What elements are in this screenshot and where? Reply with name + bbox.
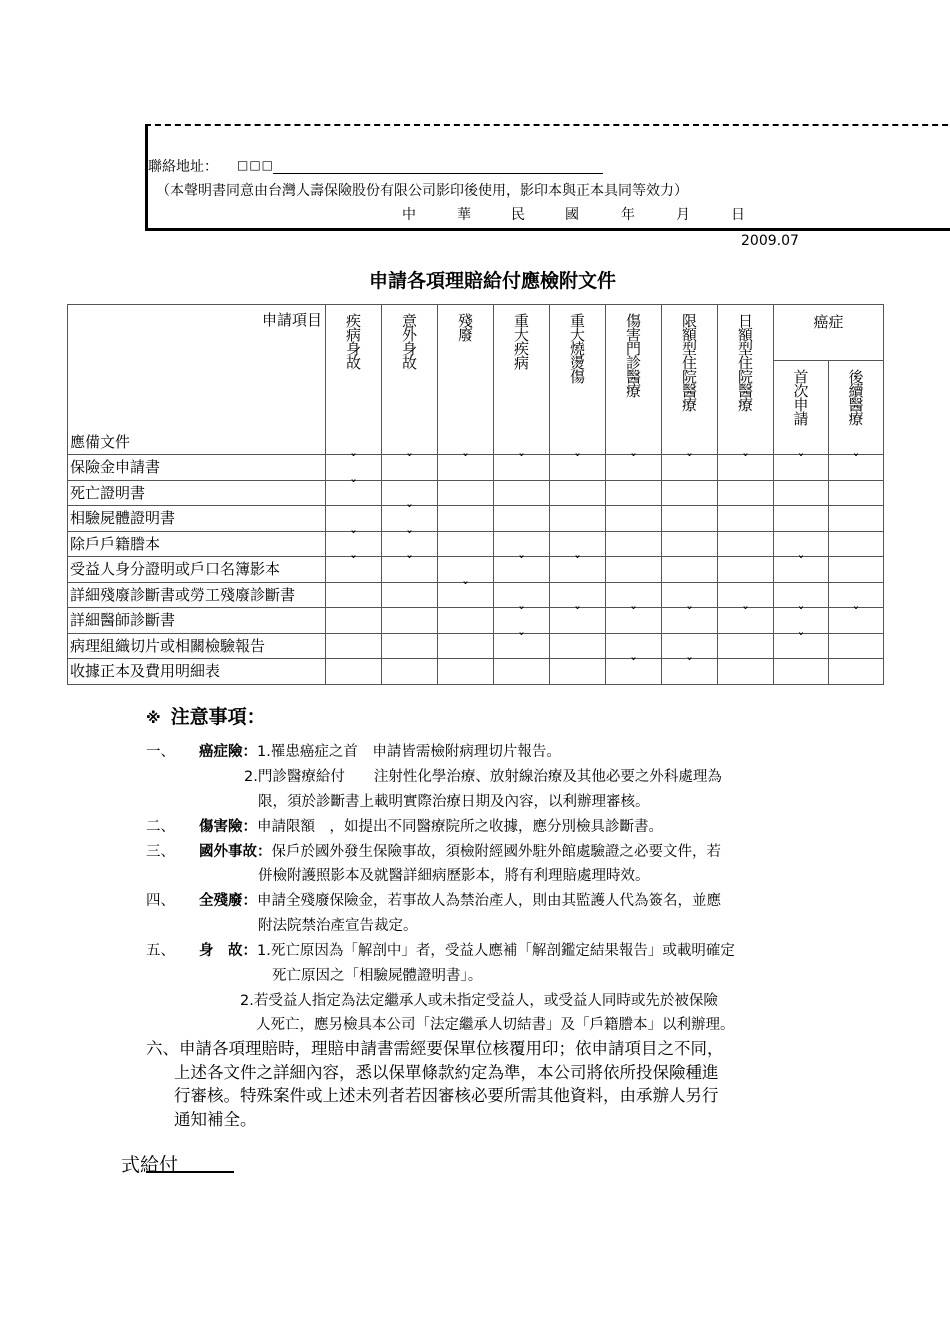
empty-cell bbox=[494, 659, 550, 685]
empty-cell bbox=[606, 582, 662, 608]
empty-cell bbox=[494, 582, 550, 608]
empty-cell bbox=[606, 480, 662, 506]
empty-cell bbox=[829, 531, 884, 557]
check-mark-cell: ˇ bbox=[326, 557, 382, 583]
empty-cell bbox=[382, 480, 438, 506]
check-mark-cell: ˇ bbox=[662, 455, 718, 481]
date-char: 國 bbox=[565, 207, 579, 223]
note-six-line: 上述各文件之詳細內容，悉以保單條款約定為準，本公司將依所投保險種進 bbox=[174, 1062, 719, 1082]
check-mark-cell: ˇ bbox=[774, 608, 829, 634]
empty-cell bbox=[382, 582, 438, 608]
empty-cell bbox=[494, 506, 550, 532]
empty-cell bbox=[718, 531, 774, 557]
empty-cell bbox=[550, 506, 606, 532]
empty-cell bbox=[550, 582, 606, 608]
requirements-table bbox=[67, 304, 884, 685]
empty-cell bbox=[438, 557, 494, 583]
empty-cell bbox=[438, 531, 494, 557]
table-row bbox=[68, 582, 884, 608]
check-mark-cell: ˇ bbox=[606, 608, 662, 634]
note-item-six bbox=[146, 1037, 816, 1131]
check-mark-cell: ˇ bbox=[606, 455, 662, 481]
note-item: 併檢附護照影本及就醫詳細病歷影本，將有利理賠處理時效。 bbox=[258, 868, 650, 884]
check-mark-cell: ˇ bbox=[718, 455, 774, 481]
form-version: 2009.07 bbox=[741, 233, 799, 249]
check-mark-cell: ˇ bbox=[774, 455, 829, 481]
empty-cell bbox=[326, 608, 382, 634]
table-row bbox=[68, 480, 884, 506]
row-label: 受益人身分證明或戶口名簿影本 bbox=[68, 557, 326, 583]
check-mark-cell: ˇ bbox=[829, 608, 884, 634]
check-mark-cell: ˇ bbox=[326, 531, 382, 557]
empty-cell bbox=[326, 582, 382, 608]
table-row bbox=[68, 557, 884, 583]
check-mark-cell: ˇ bbox=[550, 455, 606, 481]
empty-cell bbox=[718, 659, 774, 685]
row-label: 詳細醫師診斷書 bbox=[68, 608, 326, 634]
empty-cell bbox=[829, 506, 884, 532]
note-item: 人死亡，應另檢具本公司「法定繼承人切結書」及「戶籍謄本」以利辦理。 bbox=[256, 1017, 735, 1033]
check-mark-cell: ˇ bbox=[718, 608, 774, 634]
empty-cell bbox=[662, 557, 718, 583]
reference-mark-icon: ※ bbox=[146, 709, 161, 727]
check-mark-cell: ˇ bbox=[382, 531, 438, 557]
column-header: 重大疾病 bbox=[494, 305, 550, 455]
date-char: 日 bbox=[731, 207, 745, 223]
empty-cell bbox=[718, 633, 774, 659]
empty-cell bbox=[662, 582, 718, 608]
column-header: 限額型住院醫療 bbox=[662, 305, 718, 455]
empty-cell bbox=[774, 582, 829, 608]
cancer-group-header: 癌症 bbox=[774, 305, 884, 361]
corner-item-label: 申請項目 bbox=[261, 311, 322, 329]
date-char: 華 bbox=[457, 207, 471, 223]
note-item: 2.門診醫療給付 注射性化學治療、放射線治療及其他必要之外科處理為 bbox=[244, 769, 722, 785]
empty-cell bbox=[494, 531, 550, 557]
check-mark-cell: ˇ bbox=[438, 455, 494, 481]
declaration-note: （本聲明書同意由台灣人壽保險股份有限公司影印後使用，影印本與正本具同等效力） bbox=[156, 183, 688, 199]
empty-cell bbox=[326, 506, 382, 532]
check-mark-cell: ˇ bbox=[382, 455, 438, 481]
contact-address-line bbox=[273, 173, 603, 174]
check-mark-cell: ˇ bbox=[662, 659, 718, 685]
column-header: 意外身故 bbox=[382, 305, 438, 455]
date-char: 月 bbox=[676, 207, 690, 223]
check-mark-cell: ˇ bbox=[494, 455, 550, 481]
check-mark-cell: ˇ bbox=[494, 633, 550, 659]
empty-cell bbox=[382, 608, 438, 634]
column-header: 後續醫療 bbox=[829, 361, 884, 455]
note-item: 限，須於診斷書上載明實際治療日期及內容，以利辦理審核。 bbox=[258, 794, 650, 810]
note-six-line: 行審核。特殊案件或上述未列者若因審核必要所需其他資料，由承辦人另行 bbox=[174, 1086, 719, 1105]
empty-cell bbox=[438, 480, 494, 506]
table-row bbox=[68, 608, 884, 634]
contact-address-value: □□□ bbox=[237, 158, 275, 172]
table-row bbox=[68, 455, 884, 481]
empty-cell bbox=[606, 506, 662, 532]
row-label: 相驗屍體證明書 bbox=[68, 506, 326, 532]
note-six-line: 通知補全。 bbox=[174, 1109, 257, 1129]
row-label: 收據正本及費用明細表 bbox=[68, 659, 326, 685]
empty-cell bbox=[606, 557, 662, 583]
check-mark-cell: ˇ bbox=[662, 608, 718, 634]
column-header: 殘廢 bbox=[438, 305, 494, 455]
row-label: 死亡證明書 bbox=[68, 480, 326, 506]
column-header: 重大燒燙傷 bbox=[550, 305, 606, 455]
empty-cell bbox=[606, 633, 662, 659]
empty-cell bbox=[829, 557, 884, 583]
check-mark-cell: ˇ bbox=[606, 659, 662, 685]
empty-cell bbox=[550, 633, 606, 659]
check-mark-cell: ˇ bbox=[774, 633, 829, 659]
note-item: 一、 癌症險：1.罹患癌症之首 申請皆需檢附病理切片報告。 bbox=[146, 744, 561, 760]
empty-cell bbox=[550, 659, 606, 685]
table-row bbox=[68, 506, 884, 532]
notes-title: ※ 注意事項： bbox=[146, 706, 266, 728]
check-mark-cell: ˇ bbox=[326, 455, 382, 481]
empty-cell bbox=[774, 659, 829, 685]
empty-cell bbox=[438, 608, 494, 634]
row-label: 除戶戶籍謄本 bbox=[68, 531, 326, 557]
empty-cell bbox=[774, 506, 829, 532]
note-item: 四、 全殘廢：申請全殘廢保險金，若事故人為禁治產人，則由其監護人代為簽名，並應 bbox=[146, 893, 721, 909]
empty-cell bbox=[774, 531, 829, 557]
empty-cell bbox=[326, 659, 382, 685]
row-label: 保險金申請書 bbox=[68, 455, 326, 481]
column-header: 疾病身故 bbox=[326, 305, 382, 455]
footer-underline bbox=[146, 1171, 234, 1173]
empty-cell bbox=[774, 480, 829, 506]
empty-cell bbox=[662, 506, 718, 532]
empty-cell bbox=[382, 633, 438, 659]
date-row bbox=[402, 204, 751, 224]
empty-cell bbox=[382, 659, 438, 685]
empty-cell bbox=[829, 633, 884, 659]
empty-cell bbox=[550, 480, 606, 506]
check-mark-cell: ˇ bbox=[550, 608, 606, 634]
empty-cell bbox=[438, 659, 494, 685]
date-char: 年 bbox=[621, 207, 635, 223]
check-mark-cell: ˇ bbox=[494, 608, 550, 634]
date-char: 民 bbox=[511, 207, 525, 223]
check-mark-cell: ˇ bbox=[326, 480, 382, 506]
check-mark-cell: ˇ bbox=[494, 557, 550, 583]
contact-address-label: 聯絡地址： bbox=[148, 159, 218, 175]
row-label: 病理組織切片或相關檢驗報告 bbox=[68, 633, 326, 659]
empty-cell bbox=[829, 582, 884, 608]
empty-cell bbox=[438, 633, 494, 659]
table-row bbox=[68, 633, 884, 659]
check-mark-cell: ˇ bbox=[382, 557, 438, 583]
empty-cell bbox=[438, 506, 494, 532]
column-header: 首次申請 bbox=[774, 361, 829, 455]
note-item: 五、 身 故：1.死亡原因為「解剖中」者，受益人應補「解剖鑑定結果報告」或載明確定 bbox=[146, 943, 735, 959]
check-mark-cell: ˇ bbox=[550, 557, 606, 583]
note-item: 死亡原因之「相驗屍體證明書」。 bbox=[272, 968, 483, 984]
empty-cell bbox=[718, 480, 774, 506]
note-item: 三、 國外事故：保戶於國外發生保險事故，須檢附經國外駐外館處驗證之必要文件，若 bbox=[146, 844, 721, 860]
empty-cell bbox=[829, 480, 884, 506]
page-title: 申請各項理賠給付應檢附文件 bbox=[368, 270, 616, 292]
empty-cell bbox=[494, 480, 550, 506]
empty-cell bbox=[662, 633, 718, 659]
note-item: 二、 傷害險：申請限額 ，如提出不同醫療院所之收據，應分別檢具診斷書。 bbox=[146, 819, 663, 835]
empty-cell bbox=[606, 531, 662, 557]
table-row bbox=[68, 659, 884, 685]
check-mark-cell: ˇ bbox=[382, 506, 438, 532]
empty-cell bbox=[326, 633, 382, 659]
footer-text: 式給付 bbox=[121, 1154, 179, 1176]
empty-cell bbox=[662, 480, 718, 506]
table-corner-cell bbox=[68, 305, 326, 455]
empty-cell bbox=[718, 506, 774, 532]
check-mark-cell: ˇ bbox=[438, 582, 494, 608]
empty-cell bbox=[662, 531, 718, 557]
empty-cell bbox=[718, 582, 774, 608]
empty-cell bbox=[829, 659, 884, 685]
note-item: 2.若受益人指定為法定繼承人或未指定受益人，或受益人同時或先於被保險 bbox=[240, 993, 718, 1009]
date-char: 中 bbox=[402, 207, 416, 223]
row-label: 詳細殘廢診斷書或勞工殘廢診斷書 bbox=[68, 582, 326, 608]
column-header: 傷害門診醫療 bbox=[606, 305, 662, 455]
table-row bbox=[68, 531, 884, 557]
table-body bbox=[68, 455, 884, 685]
empty-cell bbox=[718, 557, 774, 583]
column-header: 日額型住院醫療 bbox=[718, 305, 774, 455]
note-item: 附法院禁治產宣告裁定。 bbox=[258, 918, 418, 934]
empty-cell bbox=[550, 531, 606, 557]
note-six-lead: 六、申請各項理賠時，理賠申請書需經要保單位核覆用印；依申請項目之不同， bbox=[146, 1039, 724, 1058]
check-mark-cell: ˇ bbox=[829, 455, 884, 481]
corner-docs-label: 應備文件 bbox=[70, 433, 131, 451]
check-mark-cell: ˇ bbox=[774, 557, 829, 583]
